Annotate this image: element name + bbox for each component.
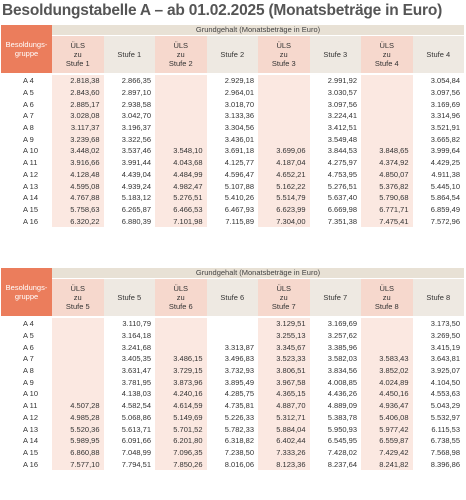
salary-cell: 5.183,12 [104, 192, 156, 204]
table-row [1, 330, 464, 342]
grade-label: A 10 [1, 388, 52, 400]
salary-cell: 4.889,09 [310, 400, 362, 412]
salary-cell: 6.771,71 [361, 204, 413, 216]
salary-cell: 5.532,97 [413, 412, 465, 424]
salary-cell: 3.999,64 [413, 145, 465, 157]
grade-label: A 11 [1, 157, 52, 169]
salary-cell: 8.396,86 [413, 458, 465, 470]
salary-cell [258, 87, 310, 99]
table-row [1, 133, 464, 145]
grade-label: A 5 [1, 87, 52, 99]
salary-table-section-1 [1, 25, 464, 227]
salary-cell: 5.107,88 [207, 180, 259, 192]
salary-cell: 4.850,07 [361, 169, 413, 181]
column-header: ÜLS zu Stufe 3 [258, 35, 310, 73]
salary-cell: 6.466,53 [155, 204, 207, 216]
salary-cell: 3.699,06 [258, 145, 310, 157]
salary-cell: 4.614,59 [155, 400, 207, 412]
salary-cell: 5.864,54 [413, 192, 465, 204]
page-title: Besoldungstabelle A – ab 01.02.2025 (Monatsbeträge in Euro) [2, 2, 443, 19]
grundgehalt-header: Grundgehalt (Monatsbeträge in Euro) [52, 268, 464, 278]
grade-label: A 8 [1, 122, 52, 134]
salary-cell: 3.486,15 [155, 353, 207, 365]
salary-cell [361, 133, 413, 145]
salary-cell: 5.613,71 [104, 423, 156, 435]
salary-cell: 3.241,68 [104, 341, 156, 353]
salary-cell: 4.125,77 [207, 157, 259, 169]
salary-cell [258, 133, 310, 145]
salary-cell: 4.735,81 [207, 400, 259, 412]
salary-cell: 5.520,36 [52, 423, 104, 435]
salary-cell: 6.669,98 [310, 204, 362, 216]
column-header: ÜLS zu Stufe 7 [258, 278, 310, 316]
table-row [1, 447, 464, 459]
salary-cell [258, 110, 310, 122]
table-row [1, 400, 464, 412]
salary-cell: 7.429,42 [361, 447, 413, 459]
salary-cell: 3.643,81 [413, 353, 465, 365]
salary-cell: 4.484,99 [155, 169, 207, 181]
salary-cell [155, 330, 207, 342]
salary-cell: 3.054,84 [413, 75, 465, 87]
salary-cell [52, 330, 104, 342]
salary-cell [258, 98, 310, 110]
table-row [1, 180, 464, 192]
salary-cell: 5.276,51 [310, 180, 362, 192]
salary-cell: 3.496,83 [207, 353, 259, 365]
grade-label: A 16 [1, 215, 52, 227]
salary-cell: 2.938,58 [104, 98, 156, 110]
salary-cell: 3.322,56 [104, 133, 156, 145]
salary-cell: 3.169,69 [310, 318, 362, 330]
salary-cell: 6.738,55 [413, 435, 465, 447]
salary-cell [155, 122, 207, 134]
grade-label: A 14 [1, 435, 52, 447]
salary-cell: 3.110,79 [104, 318, 156, 330]
group-header-label: Besoldungs- gruppe [5, 283, 48, 301]
salary-cell: 5.514,79 [258, 192, 310, 204]
salary-cell: 5.977,42 [361, 423, 413, 435]
salary-cell: 4.652,21 [258, 169, 310, 181]
salary-cell: 3.967,58 [258, 376, 310, 388]
grade-label: A 15 [1, 204, 52, 216]
salary-cell: 6.880,39 [104, 215, 156, 227]
salary-cell: 3.781,95 [104, 376, 156, 388]
grade-label: A 4 [1, 318, 52, 330]
salary-cell [155, 87, 207, 99]
table-row [1, 192, 464, 204]
salary-cell: 3.129,51 [258, 318, 310, 330]
salary-cell [52, 318, 104, 330]
salary-cell: 8.237,64 [310, 458, 362, 470]
salary-cell: 3.269,50 [413, 330, 465, 342]
salary-cell: 6.115,53 [413, 423, 465, 435]
salary-cell: 3.313,87 [207, 341, 259, 353]
salary-cell: 3.173,50 [413, 318, 465, 330]
salary-cell: 5.226,33 [207, 412, 259, 424]
column-header: Stufe 3 [310, 35, 362, 73]
salary-cell: 4.008,85 [310, 376, 362, 388]
table-row [1, 353, 464, 365]
salary-cell: 7.794,51 [104, 458, 156, 470]
grade-label: A 8 [1, 365, 52, 377]
grade-label: A 9 [1, 376, 52, 388]
salary-cell: 5.312,71 [258, 412, 310, 424]
salary-cell: 4.187,04 [258, 157, 310, 169]
salary-cell: 3.164,18 [104, 330, 156, 342]
grundgehalt-header: Grundgehalt (Monatsbeträge in Euro) [52, 25, 464, 35]
salary-cell: 4.982,47 [155, 180, 207, 192]
salary-cell: 4.104,50 [413, 376, 465, 388]
salary-cell: 3.133,36 [207, 110, 259, 122]
salary-cell: 3.925,07 [413, 365, 465, 377]
salary-cell: 6.545,95 [310, 435, 362, 447]
salary-cell: 2.843,60 [52, 87, 104, 99]
salary-cell: 5.068,86 [104, 412, 156, 424]
column-header: Stufe 2 [207, 35, 259, 73]
table-row [1, 376, 464, 388]
salary-cell: 3.255,13 [258, 330, 310, 342]
column-header: ÜLS zu Stufe 2 [155, 35, 207, 73]
salary-cell: 5.637,40 [310, 192, 362, 204]
salary-cell: 4.582,54 [104, 400, 156, 412]
grade-label: A 14 [1, 192, 52, 204]
salary-cell: 4.429,25 [413, 157, 465, 169]
salary-cell: 4.240,16 [155, 388, 207, 400]
salary-cell: 3.405,35 [104, 353, 156, 365]
salary-cell: 5.410,26 [207, 192, 259, 204]
salary-cell: 3.018,70 [207, 98, 259, 110]
salary-cell: 4.436,26 [310, 388, 362, 400]
salary-cell: 4.285,75 [207, 388, 259, 400]
table-row [1, 98, 464, 110]
salary-cell: 3.991,44 [104, 157, 156, 169]
salary-table-section-2 [1, 268, 464, 470]
table-row [1, 318, 464, 330]
salary-cell: 3.448,02 [52, 145, 104, 157]
salary-cell: 4.365,15 [258, 388, 310, 400]
table-row [1, 215, 464, 227]
table-row [1, 388, 464, 400]
salary-cell: 7.304,00 [258, 215, 310, 227]
salary-cell: 4.936,47 [361, 400, 413, 412]
salary-cell: 4.985,28 [52, 412, 104, 424]
grade-label: A 10 [1, 145, 52, 157]
grade-label: A 12 [1, 412, 52, 424]
column-header: ÜLS zu Stufe 5 [52, 278, 104, 316]
salary-cell: 5.758,63 [52, 204, 104, 216]
salary-cell: 7.572,96 [413, 215, 465, 227]
grade-label: A 6 [1, 98, 52, 110]
salary-cell: 5.950,93 [310, 423, 362, 435]
salary-cell: 4.753,95 [310, 169, 362, 181]
salary-cell: 3.549,48 [310, 133, 362, 145]
salary-cell: 3.196,37 [104, 122, 156, 134]
salary-cell: 4.887,70 [258, 400, 310, 412]
table-row [1, 110, 464, 122]
salary-cell [155, 341, 207, 353]
table-row [1, 169, 464, 181]
salary-cell: 3.257,62 [310, 330, 362, 342]
salary-cell: 5.276,51 [155, 192, 207, 204]
column-header: Stufe 5 [104, 278, 156, 316]
salary-cell: 6.265,87 [104, 204, 156, 216]
column-header: ÜLS zu Stufe 1 [52, 35, 104, 73]
column-header: Stufe 6 [207, 278, 259, 316]
salary-cell: 6.402,44 [258, 435, 310, 447]
salary-cell: 4.024,89 [361, 376, 413, 388]
salary-cell: 4.767,88 [52, 192, 104, 204]
salary-cell: 4.439,04 [104, 169, 156, 181]
salary-cell: 3.415,19 [413, 341, 465, 353]
column-header: Stufe 7 [310, 278, 362, 316]
salary-cell: 5.162,22 [258, 180, 310, 192]
salary-cell: 5.383,78 [310, 412, 362, 424]
salary-cell: 6.559,87 [361, 435, 413, 447]
table-row [1, 157, 464, 169]
salary-cell: 6.091,66 [104, 435, 156, 447]
salary-cell [52, 353, 104, 365]
salary-cell: 7.115,89 [207, 215, 259, 227]
salary-cell: 7.568,98 [413, 447, 465, 459]
salary-cell: 3.848,65 [361, 145, 413, 157]
salary-cell: 5.406,08 [361, 412, 413, 424]
table-row [1, 75, 464, 87]
salary-cell [361, 122, 413, 134]
table-row [1, 341, 464, 353]
salary-cell: 3.304,56 [207, 122, 259, 134]
salary-cell: 3.117,37 [52, 122, 104, 134]
salary-cell [155, 318, 207, 330]
salary-cell: 3.042,70 [104, 110, 156, 122]
salary-cell: 3.412,51 [310, 122, 362, 134]
salary-cell: 3.030,57 [310, 87, 362, 99]
salary-cell [207, 330, 259, 342]
salary-cell: 7.850,26 [155, 458, 207, 470]
salary-cell: 5.782,33 [207, 423, 259, 435]
salary-cell: 3.732,93 [207, 365, 259, 377]
salary-cell: 3.631,47 [104, 365, 156, 377]
salary-cell [52, 376, 104, 388]
salary-cell: 3.583,43 [361, 353, 413, 365]
table-row [1, 145, 464, 157]
salary-cell: 4.507,28 [52, 400, 104, 412]
salary-cell: 2.991,92 [310, 75, 362, 87]
salary-cell: 3.834,56 [310, 365, 362, 377]
table-row [1, 423, 464, 435]
table-row [1, 435, 464, 447]
salary-cell: 5.884,04 [258, 423, 310, 435]
salary-cell: 6.623,99 [258, 204, 310, 216]
group-column-header [1, 268, 52, 316]
salary-cell: 4.911,38 [413, 169, 465, 181]
salary-cell: 5.790,68 [361, 192, 413, 204]
salary-cell: 7.238,50 [207, 447, 259, 459]
salary-cell: 4.128,48 [52, 169, 104, 181]
column-header: ÜLS zu Stufe 8 [361, 278, 413, 316]
salary-cell [361, 75, 413, 87]
grade-label: A 13 [1, 423, 52, 435]
salary-cell: 4.138,03 [104, 388, 156, 400]
salary-cell: 5.989,95 [52, 435, 104, 447]
column-header: Stufe 8 [413, 278, 465, 316]
salary-cell: 3.806,51 [258, 365, 310, 377]
salary-cell: 3.537,46 [104, 145, 156, 157]
salary-cell: 7.333,26 [258, 447, 310, 459]
salary-cell: 4.043,68 [155, 157, 207, 169]
salary-cell: 6.860,88 [52, 447, 104, 459]
salary-cell: 3.729,15 [155, 365, 207, 377]
salary-cell [155, 98, 207, 110]
salary-cell: 6.318,82 [207, 435, 259, 447]
salary-cell: 7.096,35 [155, 447, 207, 459]
salary-cell: 5.445,10 [413, 180, 465, 192]
salary-cell: 3.345,67 [258, 341, 310, 353]
salary-cell: 4.450,16 [361, 388, 413, 400]
salary-cell: 3.224,41 [310, 110, 362, 122]
grade-label: A 6 [1, 341, 52, 353]
grade-label: A 7 [1, 353, 52, 365]
salary-cell: 3.691,18 [207, 145, 259, 157]
salary-cell: 3.169,69 [413, 98, 465, 110]
grade-label: A 13 [1, 180, 52, 192]
salary-cell: 8.123,36 [258, 458, 310, 470]
salary-cell: 2.818,38 [52, 75, 104, 87]
grade-label: A 9 [1, 133, 52, 145]
salary-cell [361, 98, 413, 110]
column-header: Stufe 4 [413, 35, 465, 73]
salary-cell: 5.149,69 [155, 412, 207, 424]
salary-cell [361, 318, 413, 330]
salary-cell: 3.852,02 [361, 365, 413, 377]
group-column-header [1, 25, 52, 73]
salary-cell: 3.239,68 [52, 133, 104, 145]
salary-cell: 4.374,92 [361, 157, 413, 169]
table-row [1, 122, 464, 134]
salary-cell: 2.929,18 [207, 75, 259, 87]
salary-cell: 4.595,08 [52, 180, 104, 192]
salary-cell: 3.523,33 [258, 353, 310, 365]
salary-cell [52, 341, 104, 353]
salary-cell: 7.048,99 [104, 447, 156, 459]
salary-cell: 4.939,24 [104, 180, 156, 192]
salary-cell: 8.241,82 [361, 458, 413, 470]
salary-cell: 3.436,01 [207, 133, 259, 145]
salary-cell: 5.376,82 [361, 180, 413, 192]
table-row [1, 458, 464, 470]
salary-cell: 3.582,03 [310, 353, 362, 365]
group-header-label: Besoldungs- gruppe [5, 40, 48, 58]
salary-cell: 3.844,53 [310, 145, 362, 157]
salary-cell [155, 110, 207, 122]
salary-cell: 5.043,29 [413, 400, 465, 412]
salary-cell: 3.665,82 [413, 133, 465, 145]
salary-cell [207, 318, 259, 330]
salary-cell: 3.028,08 [52, 110, 104, 122]
table-row [1, 204, 464, 216]
salary-cell [361, 330, 413, 342]
salary-cell: 2.897,10 [104, 87, 156, 99]
salary-cell: 3.097,56 [413, 87, 465, 99]
salary-cell: 7.577,10 [52, 458, 104, 470]
table-row [1, 365, 464, 377]
grade-label: A 15 [1, 447, 52, 459]
salary-cell: 3.314,96 [413, 110, 465, 122]
salary-cell [155, 75, 207, 87]
grade-label: A 16 [1, 458, 52, 470]
salary-cell: 3.521,91 [413, 122, 465, 134]
salary-cell: 2.866,35 [104, 75, 156, 87]
salary-cell: 6.859,49 [413, 204, 465, 216]
salary-cell: 4.553,63 [413, 388, 465, 400]
salary-cell: 7.101,98 [155, 215, 207, 227]
salary-cell: 6.320,22 [52, 215, 104, 227]
column-header: ÜLS zu Stufe 6 [155, 278, 207, 316]
salary-cell: 7.351,38 [310, 215, 362, 227]
salary-cell: 6.467,93 [207, 204, 259, 216]
grade-label: A 12 [1, 169, 52, 181]
grade-label: A 4 [1, 75, 52, 87]
salary-cell: 3.895,49 [207, 376, 259, 388]
salary-cell: 2.964,01 [207, 87, 259, 99]
salary-cell: 5.701,52 [155, 423, 207, 435]
salary-cell [361, 87, 413, 99]
grade-label: A 11 [1, 400, 52, 412]
salary-cell: 3.097,56 [310, 98, 362, 110]
salary-cell [52, 388, 104, 400]
salary-cell: 3.548,10 [155, 145, 207, 157]
salary-cell [361, 341, 413, 353]
table-row [1, 87, 464, 99]
salary-cell: 6.201,80 [155, 435, 207, 447]
grade-label: A 5 [1, 330, 52, 342]
column-header: Stufe 1 [104, 35, 156, 73]
salary-cell: 7.475,41 [361, 215, 413, 227]
salary-cell [155, 133, 207, 145]
grade-label: A 7 [1, 110, 52, 122]
salary-cell: 4.275,97 [310, 157, 362, 169]
salary-cell: 8.016,06 [207, 458, 259, 470]
salary-cell [361, 110, 413, 122]
table-row [1, 412, 464, 424]
column-header: ÜLS zu Stufe 4 [361, 35, 413, 73]
salary-cell: 4.596,47 [207, 169, 259, 181]
salary-cell: 3.385,96 [310, 341, 362, 353]
salary-cell [52, 365, 104, 377]
salary-cell [258, 75, 310, 87]
salary-cell: 3.873,96 [155, 376, 207, 388]
salary-cell: 7.428,02 [310, 447, 362, 459]
salary-cell: 3.916,66 [52, 157, 104, 169]
salary-cell [258, 122, 310, 134]
salary-cell: 2.885,17 [52, 98, 104, 110]
